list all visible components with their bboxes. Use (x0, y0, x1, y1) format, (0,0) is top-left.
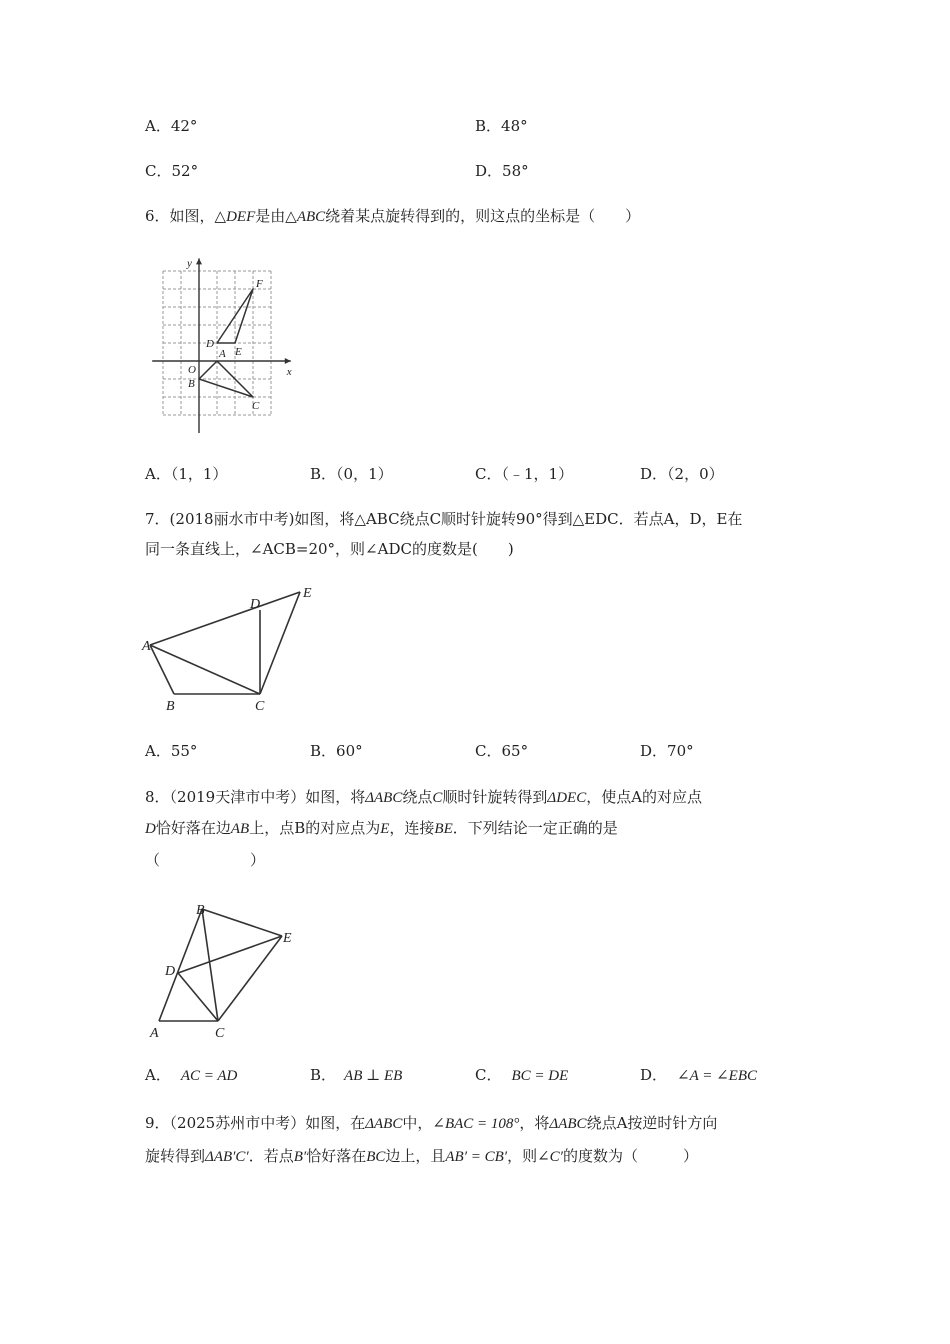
q6-stem: 6．如图，△DEF是由△ABC绕着某点旋转得到的，则这点的坐标是（ ） (145, 207, 641, 225)
q7-segment-ac (150, 645, 260, 694)
q6-option-a: A．（1，1） (145, 465, 228, 483)
q7-option-b: B．60° (310, 742, 363, 760)
q7-stem-line2: 同一条直线上，∠ACB=20°，则∠ADC的度数是( ) (145, 540, 514, 558)
q7-label-d: D (250, 597, 261, 612)
y-axis-arrow (196, 258, 202, 264)
q8-segment-be (202, 909, 282, 936)
q8-label-a: A (150, 1026, 159, 1041)
q6-option-d: D．（2，0） (640, 465, 724, 483)
q8-label-b: B (196, 903, 205, 918)
q7-label-b: B (166, 699, 175, 714)
q5-option-d: D．58° (475, 162, 529, 180)
point-label-d: D (206, 338, 214, 350)
q7-segment-ec (260, 592, 300, 694)
q8-answer-bracket: （ ） (145, 851, 266, 869)
q8-option-d: D． ∠A = ∠EBC (640, 1066, 758, 1084)
point-label-a: A (219, 348, 226, 360)
q8-figure (145, 900, 305, 1040)
q8-option-b: B． AB ⊥ EB (310, 1066, 403, 1084)
q8-option-a: A． AC = AD (145, 1066, 238, 1084)
q7-label-c: C (255, 699, 265, 714)
q7-option-d: D．70° (640, 742, 694, 760)
q8-label-e: E (283, 931, 292, 946)
q8-label-c: C (215, 1026, 225, 1041)
q8-segment-de (178, 936, 282, 973)
q8-stem-line1: 8．（2019天津市中考）如图，将ΔABC绕点C顺时针旋转得到ΔDEC，使点A的对应点 (145, 788, 703, 806)
q6-option-b: B．（0，1） (310, 465, 393, 483)
q7-segment-ab (150, 645, 174, 694)
q5-option-a: A．42° (145, 117, 198, 135)
q8-stem-line2: D恰好落在边AB上，点B的对应点为E，连接BE．下列结论一定正确的是 (145, 819, 618, 837)
q7-option-a: A．55° (145, 742, 198, 760)
point-label-f: F (256, 278, 263, 290)
q7-stem-line1: 7．(2018丽水市中考)如图，将△ABC绕点C顺时针旋转90°得到△EDC．若点A，D，E在 (145, 510, 743, 528)
x-axis-arrow (285, 358, 291, 364)
q9-stem-line2: 旋转得到ΔAB′C′．若点B′恰好落在BC边上，且AB′ = CB′，则∠C′的度数为（ ） (145, 1147, 698, 1165)
q6-option-c: C．（﹣1，1） (475, 465, 574, 483)
q6-coordinate-figure (145, 248, 295, 433)
q8-segment-ce (218, 936, 282, 1021)
q9-stem-line1: 9．（2025苏州市中考）如图，在ΔABC中，∠BAC = 108°，将ΔABC绕点A按逆时针方向 (145, 1114, 718, 1132)
q7-segment-ae (150, 592, 300, 645)
q8-label-d: D (165, 964, 176, 979)
point-label-e: E (235, 346, 242, 358)
q7-label-a: A (142, 639, 151, 654)
x-axis-label: x (286, 366, 292, 378)
q5-option-b: B．48° (475, 117, 528, 135)
point-label-c: C (252, 400, 260, 412)
q8-option-c: C． BC = DE (475, 1066, 569, 1084)
origin-label: O (188, 364, 196, 376)
q5-option-c: C．52° (145, 162, 199, 180)
q7-option-c: C．65° (475, 742, 529, 760)
y-axis-label: y (187, 257, 192, 270)
q7-figure (140, 582, 330, 712)
q7-label-e: E (303, 586, 312, 601)
point-label-b: B (188, 378, 195, 390)
